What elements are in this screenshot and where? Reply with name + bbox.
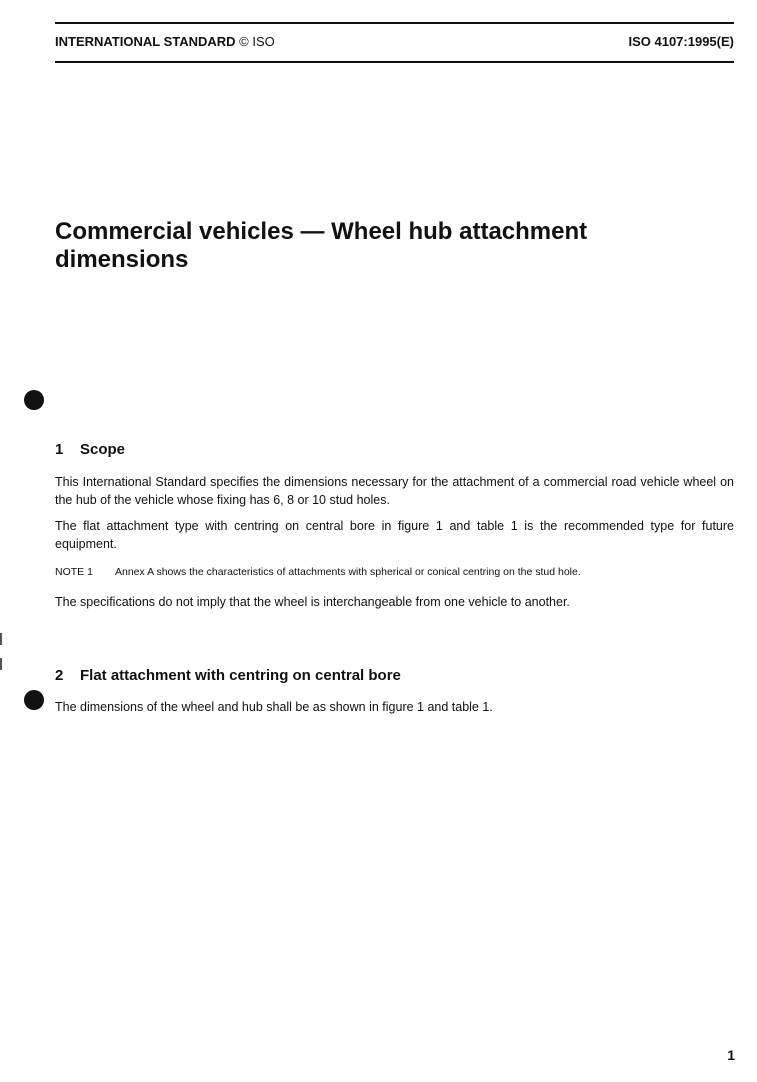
header-document-number: ISO 4107:1995(E) (628, 34, 734, 49)
section-heading-flat-attachment (55, 667, 401, 684)
margin-mark (0, 658, 2, 670)
note-text: Annex A shows the characteristics of attachments with spherical or conical centring on the stud hole. (115, 566, 581, 578)
header-bottom-rule (55, 61, 734, 63)
note-label: NOTE 1 (55, 566, 93, 578)
page-number: 1 (727, 1047, 735, 1063)
section-number: 1 (55, 441, 64, 458)
margin-mark (0, 633, 2, 645)
punch-hole-mark (24, 390, 44, 410)
header-top-rule (55, 22, 734, 24)
header-standard-label: INTERNATIONAL STANDARD (55, 34, 236, 49)
running-header (55, 34, 734, 54)
header-left (55, 34, 275, 49)
section-number: 2 (55, 667, 64, 684)
document-title: Commercial vehicles — Wheel hub attachment dimensions (55, 218, 588, 273)
punch-hole-mark (24, 690, 44, 710)
note (55, 564, 734, 580)
section-paragraph: The dimensions of the wheel and hub shall be as shown in figure 1 and table 1. (55, 700, 493, 714)
scope-paragraph: This International Standard specifies the dimensions necessary for the attachment of a commercial road vehicle wheel on the hub of the vehicle whose fixing has 6, 8 or 10 stud holes. (55, 475, 734, 507)
scope-paragraph: The flat attachment type with centring on central bore in figure 1 and table 1 is the recommended type for future equipment. (55, 519, 734, 551)
section-title: Scope (80, 441, 126, 458)
section-heading-scope (55, 441, 125, 458)
header-copyright: © ISO (239, 34, 275, 49)
scope-paragraph: The specifications do not imply that the wheel is interchangeable from one vehicle to another. (55, 595, 570, 609)
section-title: Flat attachment with centring on central bore (80, 667, 401, 684)
